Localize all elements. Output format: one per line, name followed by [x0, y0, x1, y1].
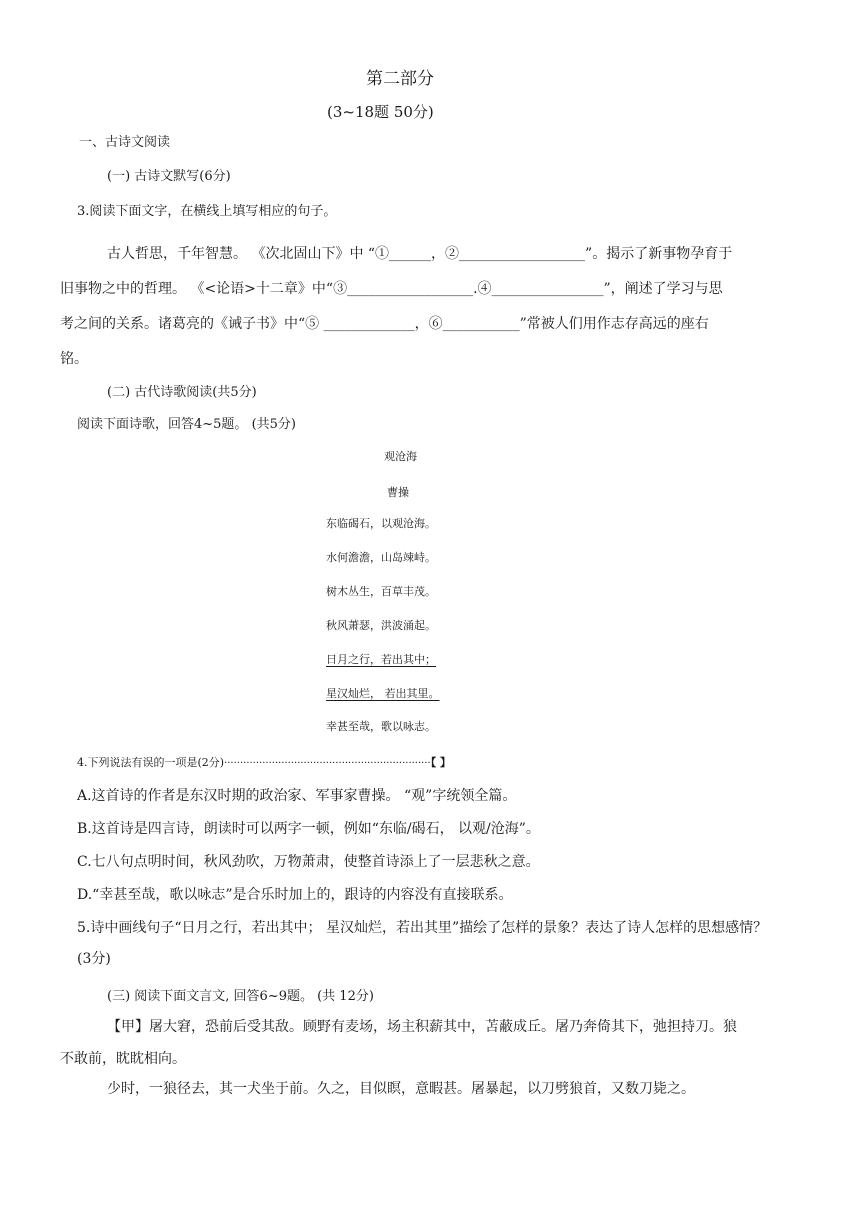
q4-option-c: C.七八句点明时间，秋风劲吹，万物萧肃，使整首诗添上了一层悲秋之意。 — [77, 854, 540, 870]
q5-question: 5.诗中画线句子“日月之行，若出其中； 星汉灿烂，若出其里”描绘了怎样的景象？表达了诗人怎样的思想感情？ — [77, 920, 768, 936]
poem-line-underlined: 星汉灿烂， 若出其里。 — [326, 687, 440, 700]
q4-option-d: D.“幸甚至哉，歌以咏志”是合乐时加上的，跟诗的内容没有直接联系。 — [77, 887, 513, 903]
leader-dots: ································································· — [224, 758, 431, 769]
q3-line-4: 铭。 — [60, 351, 88, 367]
poem-title: 观沧海 — [384, 450, 417, 463]
page-title: 第二部分 — [366, 69, 434, 89]
poem-line: 东临碣石，以观沧海。 — [326, 517, 436, 530]
part1-heading: (一) 古诗文默写(6分) — [107, 169, 231, 184]
poem-author: 曹操 — [387, 486, 409, 499]
q4-option-b: B.这首诗是四言诗，朗读时可以两字一顿，例如“东临/碣石， 以观/沧海”。 — [77, 821, 540, 837]
q3-prompt: 3.阅读下面文字，在横线上填写相应的句子。 — [77, 204, 337, 219]
section-heading: 一、古诗文阅读 — [79, 135, 171, 150]
part2-prompt: 阅读下面诗歌，回答4~5题。 (共5分) — [77, 417, 296, 432]
passage-line: 【甲】屠大窘，恐前后受其敌。顾野有麦场，场主积薪其中，苫蔽成丘。屠乃奔倚其下，弛担持刀。狼 — [107, 1019, 737, 1035]
poem-line: 树木丛生，百草丰茂。 — [326, 585, 436, 598]
q3-line-2: 旧事物之中的哲理。 《<论语>十二章》中“③__________________.④________________”，阐述了学习与思 — [60, 281, 723, 297]
answer-bracket: 【 】 — [430, 756, 452, 769]
part2-heading: (二) 古代诗歌阅读(共5分) — [107, 385, 257, 400]
page-subtitle: (3~18题 50分) — [327, 103, 434, 121]
passage-line: 少时，一狼径去，其一犬坐于前。久之，目似瞑，意暇甚。屠暴起，以刀劈狼首，又数刀毙之。 — [107, 1081, 695, 1097]
part3-heading: (三) 阅读下面文言文, 回答6~9题。 (共 12分) — [107, 989, 374, 1004]
q3-line-1: 古人哲思，千年智慧。 《次北固山下》中 “①______，②__________________”。揭示了新事物孕育于 — [107, 246, 733, 262]
q4-stem-row — [77, 754, 451, 770]
q3-line-3: 考之间的关系。诸葛亮的《诫子书》中“⑤ _____________，⑥___________”常被人们用作志存高远的座右 — [60, 316, 709, 332]
q4-stem: 4.下列说法有误的一项是(2分) — [77, 756, 225, 769]
poem-line: 秋风萧瑟，洪波涌起。 — [326, 619, 436, 632]
q4-option-a: A.这首诗的作者是东汉时期的政治家、军事家曹操。 “观”字统领全篇。 — [77, 788, 517, 804]
poem-line: 幸甚至哉，歌以咏志。 — [326, 720, 436, 733]
q5-points: (3分) — [77, 951, 111, 967]
poem-line: 水何澹澹，山岛竦峙。 — [326, 551, 436, 564]
passage-line: 不敢前，眈眈相向。 — [60, 1051, 186, 1067]
poem-line-underlined: 日月之行，若出其中； — [326, 653, 436, 666]
